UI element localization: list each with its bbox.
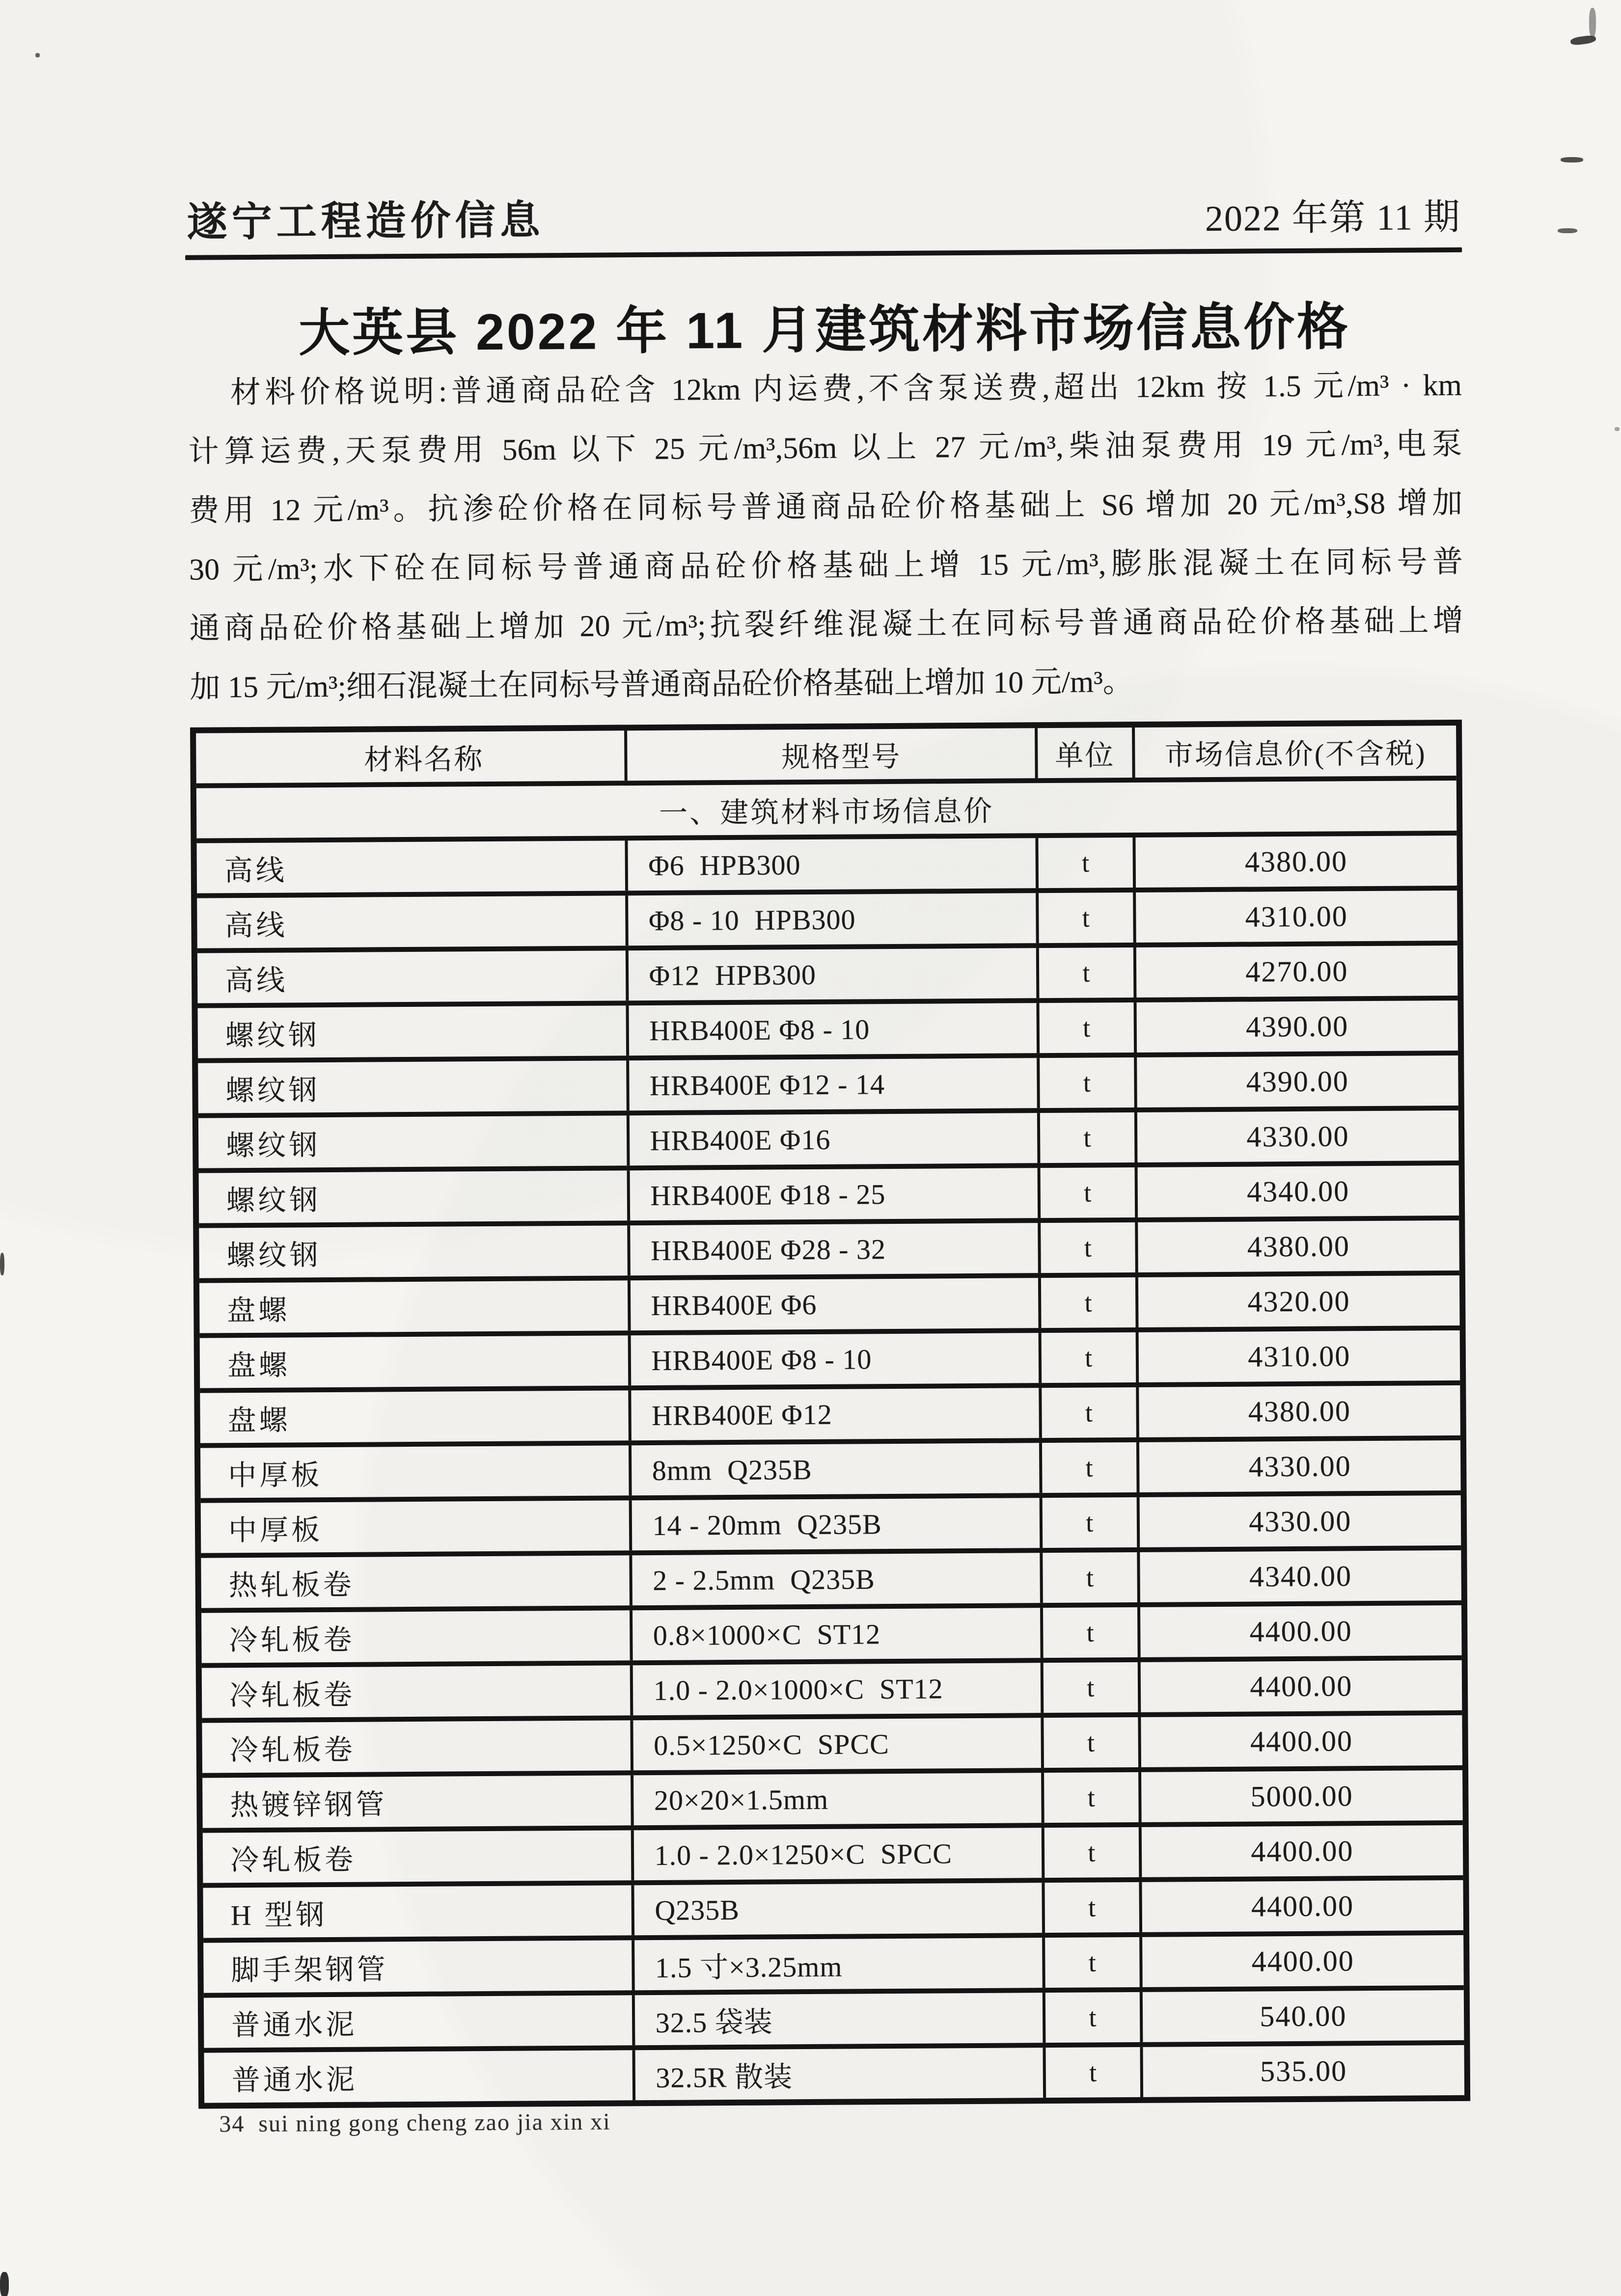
- scan-artifact: [1561, 157, 1583, 162]
- table-row: [197, 891, 1457, 953]
- material-name-cell: 中厚板: [201, 1500, 632, 1553]
- price-cell: 4270.00: [1245, 954, 1348, 988]
- price-cell: 4400.00: [1250, 1669, 1353, 1703]
- unit-cell: t: [1043, 1497, 1140, 1548]
- price-cell: 4320.00: [1247, 1284, 1350, 1318]
- unit-cell: t: [1043, 1607, 1140, 1658]
- price-cell: 4310.00: [1245, 899, 1348, 933]
- unit-cell: t: [1039, 892, 1136, 943]
- col-header-spec: 规格型号: [627, 728, 1038, 781]
- spec-cell: 0.5×1250×C SPCC: [633, 1718, 1044, 1770]
- unit-cell: t: [1040, 1112, 1137, 1163]
- price-cell: 4400.00: [1250, 1724, 1353, 1758]
- table-row: [201, 1605, 1462, 1668]
- table-row: [203, 1880, 1463, 1943]
- unit-cell: t: [1045, 1992, 1143, 2043]
- material-name-cell: 冷轧板卷: [201, 1610, 632, 1663]
- unit-cell: t: [1043, 1552, 1140, 1603]
- material-name-cell: 热轧板卷: [201, 1555, 632, 1608]
- unit-cell: t: [1039, 947, 1136, 998]
- price-cell: 4400.00: [1251, 1834, 1354, 1868]
- material-name-cell: 高线: [197, 950, 629, 1003]
- spec-cell: 20×20×1.5mm: [633, 1773, 1044, 1825]
- price-cell: 4330.00: [1246, 1119, 1349, 1153]
- scan-artifact: [0, 1253, 4, 1275]
- spec-cell: 0.8×1000×C ST12: [632, 1608, 1044, 1660]
- price-cell: 535.00: [1260, 2054, 1347, 2087]
- scan-artifact: [1615, 427, 1620, 431]
- unit-cell: t: [1046, 2047, 1143, 2098]
- spec-cell: 1.5 寸×3.25mm: [634, 1938, 1045, 1990]
- scan-artifact: [1558, 228, 1577, 233]
- page-footer: 34 sui ning gong cheng zao jia xin xi: [219, 2108, 611, 2137]
- table-section-row: [196, 781, 1457, 843]
- price-cell: 5000.00: [1250, 1779, 1353, 1813]
- material-name-cell: H 型钢: [203, 1885, 634, 1938]
- material-name-cell: 高线: [197, 895, 628, 948]
- table-row: [197, 945, 1458, 1008]
- unit-cell: t: [1039, 837, 1136, 888]
- spec-cell: Φ12 HPB300: [628, 948, 1039, 1000]
- price-table: [190, 720, 1470, 2109]
- table-row: [201, 1495, 1461, 1558]
- material-name-cell: 螺纹钢: [198, 1005, 629, 1058]
- spec-cell: 14 - 20mm Q235B: [632, 1498, 1043, 1550]
- intro-line: 费用 12 元/m³。抗渗砼价格在同标号普通商品砼价格基础上 S6 增加 20 元/m³,S8 增加: [189, 486, 1463, 528]
- spec-cell: HRB400E Φ8 - 10: [629, 1003, 1040, 1055]
- spec-cell: HRB400E Φ28 - 32: [630, 1223, 1041, 1275]
- material-name-cell: 盘螺: [199, 1280, 631, 1333]
- scan-artifact: [1589, 8, 1596, 37]
- price-cell: 4340.00: [1246, 1174, 1350, 1208]
- price-cell: 4400.00: [1251, 1944, 1354, 1978]
- unit-cell: t: [1045, 1937, 1142, 1988]
- spec-cell: HRB400E Φ8 - 10: [631, 1333, 1042, 1385]
- price-cell: 4310.00: [1248, 1339, 1351, 1373]
- price-cell: 4380.00: [1247, 1229, 1350, 1263]
- header-rule: [185, 247, 1462, 260]
- unit-cell: t: [1040, 1002, 1137, 1053]
- spec-cell: 32.5R 散装: [635, 2048, 1046, 2100]
- spec-cell: HRB400E Φ12 - 14: [629, 1058, 1040, 1110]
- material-name-cell: 普通水泥: [204, 2050, 635, 2103]
- material-name-cell: 螺纹钢: [198, 1115, 630, 1168]
- journal-title: 遂宁工程造价信息: [187, 198, 545, 245]
- unit-cell: t: [1042, 1442, 1139, 1493]
- spec-cell: HRB400E Φ12: [631, 1388, 1042, 1440]
- unit-cell: t: [1044, 1772, 1141, 1823]
- material-name-cell: 冷轧板卷: [202, 1665, 633, 1718]
- table-row: [198, 1000, 1458, 1063]
- table-row: [202, 1770, 1463, 1833]
- material-name-cell: 冷轧板卷: [203, 1830, 634, 1883]
- material-name-cell: 高线: [196, 840, 628, 893]
- unit-cell: t: [1045, 1882, 1142, 1933]
- intro-line: 30 元/m³;水下砼在同标号普通商品砼价格基础上增 15 元/m³,膨胀混凝土在同标号普: [189, 545, 1463, 587]
- table-row: [200, 1440, 1461, 1503]
- page-title: 大英县 2022 年 11 月建筑材料市场信息价格: [298, 298, 1351, 362]
- table-row: [201, 1550, 1461, 1613]
- col-header-unit: 单位: [1038, 728, 1135, 778]
- unit-cell: t: [1040, 1057, 1137, 1108]
- material-name-cell: 脚手架钢管: [203, 1940, 634, 1993]
- price-cell: 4380.00: [1244, 844, 1348, 878]
- table-body: [196, 836, 1464, 2103]
- scan-artifact: [35, 53, 40, 57]
- page-header: [187, 183, 1461, 248]
- price-cell: 4380.00: [1248, 1394, 1351, 1428]
- col-header-price: 市场信息价(不含税): [1164, 737, 1427, 771]
- intro-paragraph: [188, 356, 1464, 717]
- spec-cell: HRB400E Φ18 - 25: [630, 1168, 1041, 1220]
- table-row: [199, 1220, 1459, 1283]
- table-row: [202, 1715, 1462, 1778]
- table-row: [203, 1825, 1463, 1888]
- table-row: [199, 1165, 1459, 1228]
- unit-cell: t: [1042, 1387, 1139, 1438]
- unit-cell: t: [1041, 1167, 1138, 1218]
- material-name-cell: 盘螺: [200, 1390, 631, 1443]
- price-cell: 4330.00: [1249, 1504, 1352, 1538]
- unit-cell: t: [1044, 1717, 1141, 1768]
- spec-cell: 8mm Q235B: [632, 1443, 1043, 1495]
- material-name-cell: 螺纹钢: [199, 1225, 630, 1278]
- unit-cell: t: [1041, 1222, 1138, 1273]
- table-row: [199, 1275, 1460, 1338]
- issue-label: 2022 年第 11 期: [1205, 197, 1461, 240]
- section-title: 一、建筑材料市场信息价: [659, 795, 994, 829]
- table-row: [204, 1990, 1464, 2053]
- material-name-cell: 盘螺: [200, 1335, 631, 1388]
- intro-line: 加 15 元/m³;细石混凝土在同标号普通商品砼价格基础上增加 10 元/m³。: [190, 665, 1134, 704]
- material-name-cell: 螺纹钢: [199, 1170, 630, 1223]
- spec-cell: 32.5 袋装: [634, 1993, 1045, 2045]
- spec-cell: 2 - 2.5mm Q235B: [632, 1553, 1043, 1605]
- price-cell: 4400.00: [1249, 1614, 1352, 1648]
- material-name-cell: 冷轧板卷: [202, 1720, 633, 1773]
- table-row: [196, 836, 1457, 898]
- price-cell: 540.00: [1260, 1999, 1347, 2032]
- unit-cell: t: [1044, 1662, 1141, 1713]
- spec-cell: Φ8 - 10 HPB300: [628, 893, 1039, 945]
- table-row: [200, 1330, 1460, 1393]
- spec-cell: HRB400E Φ6: [630, 1278, 1041, 1330]
- table-row: [203, 1935, 1464, 1998]
- unit-cell: t: [1044, 1827, 1142, 1878]
- spec-cell: Φ6 HPB300: [628, 838, 1039, 891]
- spec-cell: 1.0 - 2.0×1250×C SPCC: [633, 1828, 1044, 1880]
- price-cell: 4390.00: [1246, 1064, 1349, 1098]
- price-cell: 4390.00: [1245, 1009, 1349, 1043]
- table-row: [202, 1660, 1462, 1723]
- price-cell: 4330.00: [1248, 1449, 1351, 1483]
- table-row: [204, 2045, 1465, 2103]
- price-cell: 4400.00: [1251, 1889, 1354, 1923]
- unit-cell: t: [1042, 1332, 1139, 1383]
- price-cell: 4340.00: [1249, 1559, 1352, 1593]
- spec-cell: HRB400E Φ16: [629, 1113, 1040, 1165]
- table-row: [200, 1385, 1460, 1448]
- material-name-cell: 热镀锌钢管: [202, 1775, 633, 1828]
- table-row: [198, 1110, 1459, 1173]
- scan-artifact: [0, 2272, 9, 2296]
- spec-cell: 1.0 - 2.0×1000×C ST12: [632, 1663, 1044, 1715]
- intro-line: 通商品砼价格基础上增加 20 元/m³;抗裂纤维混凝土在同标号普通商品砼价格基础上增: [189, 604, 1463, 646]
- material-name-cell: 普通水泥: [204, 1995, 635, 2048]
- intro-line: 计算运费,天泵费用 56m 以下 25 元/m³,56m 以上 27 元/m³,柴油泵费用 19 元/m³,电泵: [188, 427, 1462, 469]
- material-name-cell: 中厚板: [200, 1445, 632, 1498]
- col-header-material: 材料名称: [196, 730, 627, 783]
- material-name-cell: 螺纹钢: [198, 1060, 629, 1113]
- table-header-row: [196, 726, 1456, 788]
- unit-cell: t: [1041, 1277, 1138, 1328]
- table-row: [198, 1055, 1458, 1118]
- spec-cell: Q235B: [634, 1883, 1045, 1935]
- intro-line: 材料价格说明:普通商品砼含 12km 内运费,不含泵送费,超出 12km 按 1.5 元/m³ · km: [230, 368, 1462, 410]
